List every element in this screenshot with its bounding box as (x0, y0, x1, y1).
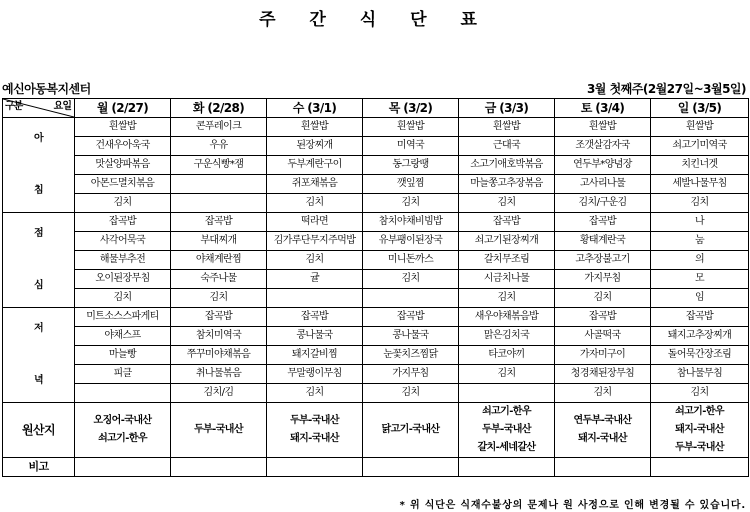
menu-item: 모 (651, 270, 749, 289)
header-corner (3, 99, 75, 118)
remarks-cell (75, 458, 171, 477)
origin-cell (651, 403, 749, 458)
menu-row (3, 137, 749, 156)
menu-item: 김치 (75, 194, 171, 213)
menu-item: 김치 (651, 194, 749, 213)
remarks-cell (171, 458, 267, 477)
menu-row (3, 289, 749, 308)
menu-item: 무말랭이무침 (267, 365, 363, 384)
menu-item: 잡곡밥 (459, 213, 555, 232)
menu-item: 오이된장무침 (75, 270, 171, 289)
remarks-row (3, 458, 749, 477)
menu-row (3, 118, 749, 137)
menu-item: 잡곡밥 (555, 308, 651, 327)
origin-cell (459, 403, 555, 458)
menu-item: 가지무침 (555, 270, 651, 289)
menu-item: 조갯살감자국 (555, 137, 651, 156)
menu-item: 김치 (267, 384, 363, 403)
menu-item: 마늘쫑고추장볶음 (459, 175, 555, 194)
day-header: 수 (3/1) (267, 99, 363, 118)
menu-item: 된장찌개 (267, 137, 363, 156)
menu-item: 참나물무침 (651, 365, 749, 384)
menu-item: 흰쌀밥 (75, 118, 171, 137)
origin-line: 쇠고기-한우 (482, 406, 531, 417)
menu-item: 황태계란국 (555, 232, 651, 251)
menu-item: 잡곡밥 (651, 308, 749, 327)
menu-item: 김치 (459, 289, 555, 308)
origin-row (3, 403, 749, 458)
menu-item: 흰쌀밥 (459, 118, 555, 137)
menu-item: 잡곡밥 (171, 308, 267, 327)
day-header: 일 (3/5) (651, 99, 749, 118)
menu-item (171, 175, 267, 194)
menu-item: 떡라면 (267, 213, 363, 232)
menu-item: 새우야채볶음밥 (459, 308, 555, 327)
menu-item: 마늘빵 (75, 346, 171, 365)
menu-item: 해물부추전 (75, 251, 171, 270)
menu-item: 콘푸레이크 (171, 118, 267, 137)
footnote: * 위 식단은 식재수불상의 문제나 원 사정으로 인해 변경될 수 있습니다. (399, 500, 746, 511)
menu-item: 참치야채비빔밥 (363, 213, 459, 232)
origin-line: 돼지-국내산 (675, 424, 724, 435)
menu-item: 잡곡밥 (363, 308, 459, 327)
menu-item: 쥐포채볶음 (267, 175, 363, 194)
origin-line: 돼지-국내산 (578, 433, 627, 444)
menu-item: 김치 (75, 289, 171, 308)
menu-item: 세발나물무침 (651, 175, 749, 194)
menu-item: 고사리나물 (555, 175, 651, 194)
menu-item: 흰쌀밥 (651, 118, 749, 137)
day-header: 월 (2/27) (75, 99, 171, 118)
menu-item: 흰쌀밥 (555, 118, 651, 137)
menu-row (3, 251, 749, 270)
menu-item: 김치/김 (171, 384, 267, 403)
menu-item: 우유 (171, 137, 267, 156)
menu-item (171, 194, 267, 213)
meal-label-char: 점 (33, 228, 44, 239)
menu-item: 야채계란찜 (171, 251, 267, 270)
menu-row (3, 232, 749, 251)
menu-item: 소고기애호박볶음 (459, 156, 555, 175)
menu-item: 김치 (267, 194, 363, 213)
origin-cell (363, 403, 459, 458)
menu-item: 김치 (363, 194, 459, 213)
meal-label (3, 213, 75, 308)
menu-row (3, 156, 749, 175)
menu-item: 깻잎찜 (363, 175, 459, 194)
day-header: 금 (3/3) (459, 99, 555, 118)
menu-item: 의 (651, 251, 749, 270)
menu-item: 김가루단무지주먹밥 (267, 232, 363, 251)
origin-cell (267, 403, 363, 458)
meal-label-char: 아 (33, 133, 44, 144)
origin-line: 닭고기-국내산 (381, 424, 440, 435)
menu-item: 흰쌀밥 (267, 118, 363, 137)
menu-row (3, 384, 749, 403)
menu-item: 맑은김치국 (459, 327, 555, 346)
remarks-cell (267, 458, 363, 477)
meal-label-char: 심 (33, 280, 44, 291)
menu-item: 김치 (555, 384, 651, 403)
menu-item: 김치 (555, 289, 651, 308)
corner-category-label: 구분 (5, 101, 23, 112)
menu-item: 쭈꾸미야채볶음 (171, 346, 267, 365)
menu-item: 동그랑땡 (363, 156, 459, 175)
menu-item: 유부팽이된장국 (363, 232, 459, 251)
meal-label (3, 118, 75, 213)
menu-item: 김치 (459, 194, 555, 213)
meal-label-char: 침 (33, 185, 44, 196)
menu-item: 취나물볶음 (171, 365, 267, 384)
origin-line: 두부-국내산 (675, 442, 724, 453)
menu-item: 숙주나물 (171, 270, 267, 289)
menu-item: 콩나물국 (267, 327, 363, 346)
origin-cell (555, 403, 651, 458)
menu-item: 사골떡국 (555, 327, 651, 346)
menu-item: 김치 (651, 384, 749, 403)
day-header: 토 (3/4) (555, 99, 651, 118)
menu-item: 피클 (75, 365, 171, 384)
menu-item: 돼지갈비찜 (267, 346, 363, 365)
menu-item: 참치미역국 (171, 327, 267, 346)
menu-row (3, 270, 749, 289)
page-title: 주 간 식 단 표 (259, 10, 491, 30)
menu-item: 시금치나물 (459, 270, 555, 289)
menu-item: 근대국 (459, 137, 555, 156)
menu-item: 잡곡밥 (555, 213, 651, 232)
menu-item: 잡곡밥 (171, 213, 267, 232)
menu-item: 돼지고추장찌개 (651, 327, 749, 346)
menu-item: 치킨너겟 (651, 156, 749, 175)
menu-item: 쇠고기미역국 (651, 137, 749, 156)
menu-item: 청경채된장무침 (555, 365, 651, 384)
menu-item: 야채스프 (75, 327, 171, 346)
menu-row (3, 346, 749, 365)
menu-item: 잡곡밥 (267, 308, 363, 327)
origin-line: 돼지-국내산 (290, 433, 339, 444)
menu-item: 미트소스스파게티 (75, 308, 171, 327)
menu-item (459, 384, 555, 403)
menu-item: 미역국 (363, 137, 459, 156)
menu-item: 사각어묵국 (75, 232, 171, 251)
remarks-label: 비고 (3, 458, 75, 477)
meal-label (3, 308, 75, 403)
remarks-cell (651, 458, 749, 477)
meal-label-char: 저 (33, 323, 44, 334)
menu-item: 미니돈까스 (363, 251, 459, 270)
menu-item: 구운식빵*잼 (171, 156, 267, 175)
organization-name: 예신아동복지센터 (2, 82, 91, 96)
menu-item: 김치 (171, 289, 267, 308)
menu-item: 눈꽃치즈찜닭 (363, 346, 459, 365)
origin-line: 두부-국내산 (482, 424, 531, 435)
remarks-cell (459, 458, 555, 477)
origin-line: 두부-국내산 (194, 424, 243, 435)
menu-item: 콩나물국 (363, 327, 459, 346)
meal-label-char: 녁 (33, 375, 44, 386)
menu-item: 쇠고기된장찌개 (459, 232, 555, 251)
menu-item: 임 (651, 289, 749, 308)
menu-item: 나 (651, 213, 749, 232)
menu-item: 흰쌀밥 (363, 118, 459, 137)
menu-item: 연두부*양념장 (555, 156, 651, 175)
origin-line: 쇠고기-한우 (675, 406, 724, 417)
menu-item: 김치 (267, 251, 363, 270)
menu-item: 부대찌개 (171, 232, 267, 251)
menu-item: 돌어묵간장조림 (651, 346, 749, 365)
origin-line: 오징어-국내산 (93, 415, 152, 426)
menu-item (363, 289, 459, 308)
menu-row (3, 175, 749, 194)
menu-item: 고추장불고기 (555, 251, 651, 270)
menu-item: 타코야끼 (459, 346, 555, 365)
origin-label: 원산지 (3, 403, 75, 458)
remarks-cell (363, 458, 459, 477)
menu-item: 두부계란구이 (267, 156, 363, 175)
weekly-menu-table (2, 98, 749, 477)
origin-line: 갈치-세네갈산 (477, 442, 536, 453)
remarks-cell (555, 458, 651, 477)
week-label: 3월 첫째주(2월27일~3월5일) (586, 82, 746, 96)
corner-day-label: 요일 (53, 101, 71, 112)
menu-item: 아몬드멸치볶음 (75, 175, 171, 194)
menu-row (3, 327, 749, 346)
menu-item: 건새우아욱국 (75, 137, 171, 156)
menu-item: 김치 (363, 384, 459, 403)
menu-item (267, 289, 363, 308)
menu-item: 눔 (651, 232, 749, 251)
menu-item: 김치 (459, 365, 555, 384)
menu-item: 가지무침 (363, 365, 459, 384)
origin-line: 두부-국내산 (290, 415, 339, 426)
menu-item: 김치/구운김 (555, 194, 651, 213)
menu-item: 맛살양파볶음 (75, 156, 171, 175)
menu-row (3, 213, 749, 232)
origin-line: 연두부-국내산 (573, 415, 632, 426)
menu-item: 김치 (363, 270, 459, 289)
header-row (3, 99, 749, 118)
menu-row (3, 308, 749, 327)
menu-row (3, 194, 749, 213)
day-header: 목 (3/2) (363, 99, 459, 118)
origin-cell (171, 403, 267, 458)
menu-row (3, 365, 749, 384)
menu-item: 잡곡밥 (75, 213, 171, 232)
day-header: 화 (2/28) (171, 99, 267, 118)
origin-line: 쇠고기-한우 (98, 433, 147, 444)
origin-cell (75, 403, 171, 458)
menu-item: 귤 (267, 270, 363, 289)
menu-item (75, 384, 171, 403)
menu-item: 갈치무조림 (459, 251, 555, 270)
menu-item: 가자미구이 (555, 346, 651, 365)
